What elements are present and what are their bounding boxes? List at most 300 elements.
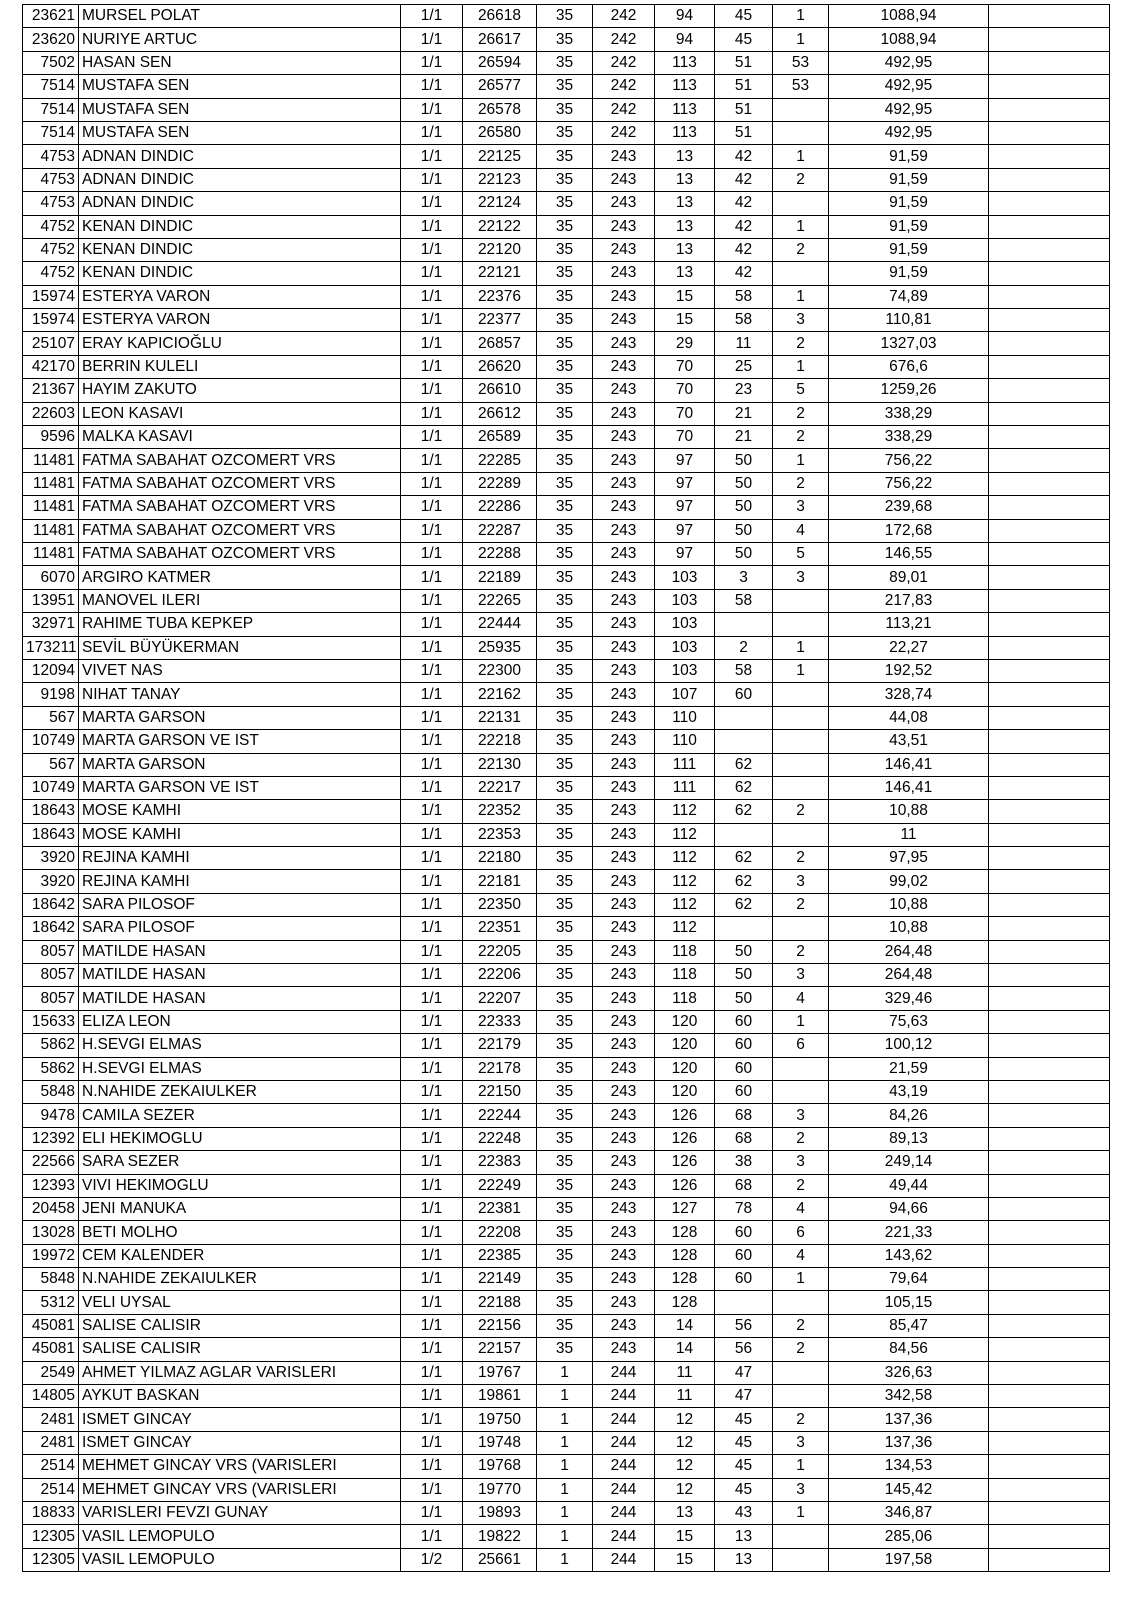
cell-a: 35 bbox=[537, 1268, 593, 1291]
cell-margin bbox=[989, 192, 1110, 215]
cell-c: 13 bbox=[655, 1502, 715, 1525]
cell-b: 243 bbox=[593, 893, 655, 916]
cell-amount: 110,81 bbox=[829, 309, 989, 332]
cell-c: 128 bbox=[655, 1221, 715, 1244]
cell-d: 60 bbox=[715, 1244, 773, 1267]
cell-b: 243 bbox=[593, 1338, 655, 1361]
cell-a: 1 bbox=[537, 1431, 593, 1454]
cell-a: 35 bbox=[537, 776, 593, 799]
cell-doc: 22205 bbox=[463, 940, 537, 963]
cell-e: 1 bbox=[773, 1010, 829, 1033]
cell-name: HASAN SEN bbox=[79, 51, 401, 74]
cell-b: 243 bbox=[593, 192, 655, 215]
cell-d: 58 bbox=[715, 309, 773, 332]
cell-d: 47 bbox=[715, 1361, 773, 1384]
table-row bbox=[23, 332, 1110, 355]
cell-doc: 22287 bbox=[463, 519, 537, 542]
cell-b: 243 bbox=[593, 706, 655, 729]
table-row bbox=[23, 262, 1110, 285]
cell-ratio: 1/1 bbox=[401, 496, 463, 519]
cell-doc: 22179 bbox=[463, 1034, 537, 1057]
cell-code: 4752 bbox=[23, 238, 79, 261]
cell-d: 50 bbox=[715, 542, 773, 565]
cell-c: 15 bbox=[655, 309, 715, 332]
cell-b: 243 bbox=[593, 1080, 655, 1103]
cell-margin bbox=[989, 636, 1110, 659]
cell-name: MURSEL POLAT bbox=[79, 5, 401, 28]
cell-d: 2 bbox=[715, 636, 773, 659]
cell-e: 5 bbox=[773, 379, 829, 402]
cell-ratio: 1/1 bbox=[401, 285, 463, 308]
table-row bbox=[23, 776, 1110, 799]
cell-e: 4 bbox=[773, 1244, 829, 1267]
cell-code: 4753 bbox=[23, 145, 79, 168]
cell-code: 22603 bbox=[23, 402, 79, 425]
cell-margin bbox=[989, 519, 1110, 542]
table-row bbox=[23, 1314, 1110, 1337]
cell-margin bbox=[989, 355, 1110, 378]
cell-margin bbox=[989, 262, 1110, 285]
table-row bbox=[23, 1338, 1110, 1361]
cell-b: 242 bbox=[593, 51, 655, 74]
cell-code: 14805 bbox=[23, 1385, 79, 1408]
cell-name: MEHMET GINCAY VRS (VARISLERI bbox=[79, 1455, 401, 1478]
cell-c: 128 bbox=[655, 1291, 715, 1314]
cell-code: 7514 bbox=[23, 98, 79, 121]
cell-code: 45081 bbox=[23, 1338, 79, 1361]
cell-e: 3 bbox=[773, 870, 829, 893]
cell-c: 112 bbox=[655, 917, 715, 940]
cell-b: 243 bbox=[593, 730, 655, 753]
cell-c: 29 bbox=[655, 332, 715, 355]
cell-c: 97 bbox=[655, 472, 715, 495]
cell-d bbox=[715, 730, 773, 753]
cell-ratio: 1/1 bbox=[401, 730, 463, 753]
cell-c: 94 bbox=[655, 28, 715, 51]
cell-d: 42 bbox=[715, 215, 773, 238]
cell-doc: 19770 bbox=[463, 1478, 537, 1501]
cell-c: 112 bbox=[655, 893, 715, 916]
cell-c: 12 bbox=[655, 1431, 715, 1454]
cell-e: 4 bbox=[773, 519, 829, 542]
cell-d: 50 bbox=[715, 964, 773, 987]
cell-name: AYKUT BASKAN bbox=[79, 1385, 401, 1408]
table-row bbox=[23, 1268, 1110, 1291]
cell-margin bbox=[989, 566, 1110, 589]
cell-doc: 22333 bbox=[463, 1010, 537, 1033]
table-row bbox=[23, 145, 1110, 168]
cell-e: 1 bbox=[773, 449, 829, 472]
cell-a: 35 bbox=[537, 870, 593, 893]
cell-e: 1 bbox=[773, 285, 829, 308]
cell-amount: 113,21 bbox=[829, 613, 989, 636]
cell-d bbox=[715, 613, 773, 636]
cell-e: 1 bbox=[773, 1455, 829, 1478]
cell-a: 35 bbox=[537, 355, 593, 378]
cell-c: 97 bbox=[655, 519, 715, 542]
cell-a: 35 bbox=[537, 1151, 593, 1174]
cell-doc: 19767 bbox=[463, 1361, 537, 1384]
cell-e: 53 bbox=[773, 51, 829, 74]
cell-c: 15 bbox=[655, 1525, 715, 1548]
cell-doc: 22265 bbox=[463, 589, 537, 612]
cell-b: 244 bbox=[593, 1361, 655, 1384]
cell-name: MANOVEL ILERI bbox=[79, 589, 401, 612]
cell-name: ELI HEKIMOGLU bbox=[79, 1127, 401, 1150]
cell-b: 243 bbox=[593, 238, 655, 261]
cell-d: 51 bbox=[715, 121, 773, 144]
cell-margin bbox=[989, 238, 1110, 261]
cell-margin bbox=[989, 426, 1110, 449]
cell-doc: 25935 bbox=[463, 636, 537, 659]
table-row bbox=[23, 519, 1110, 542]
cell-ratio: 1/1 bbox=[401, 332, 463, 355]
cell-d: 51 bbox=[715, 98, 773, 121]
cell-amount: 44,08 bbox=[829, 706, 989, 729]
cell-c: 70 bbox=[655, 402, 715, 425]
cell-name: AHMET YILMAZ AGLAR VARISLERI bbox=[79, 1361, 401, 1384]
cell-amount: 99,02 bbox=[829, 870, 989, 893]
cell-e: 4 bbox=[773, 1197, 829, 1220]
cell-c: 126 bbox=[655, 1151, 715, 1174]
cell-code: 8057 bbox=[23, 987, 79, 1010]
table-row bbox=[23, 542, 1110, 565]
cell-a: 35 bbox=[537, 145, 593, 168]
table-row bbox=[23, 1151, 1110, 1174]
cell-margin bbox=[989, 800, 1110, 823]
cell-margin bbox=[989, 1455, 1110, 1478]
cell-amount: 492,95 bbox=[829, 121, 989, 144]
cell-margin bbox=[989, 1104, 1110, 1127]
cell-amount: 79,64 bbox=[829, 1268, 989, 1291]
cell-d: 38 bbox=[715, 1151, 773, 1174]
cell-amount: 89,01 bbox=[829, 566, 989, 589]
table-body bbox=[23, 5, 1110, 1572]
cell-name: VASIL LEMOPULO bbox=[79, 1525, 401, 1548]
cell-ratio: 1/1 bbox=[401, 121, 463, 144]
cell-e bbox=[773, 1525, 829, 1548]
cell-d: 11 bbox=[715, 332, 773, 355]
cell-a: 35 bbox=[537, 1314, 593, 1337]
cell-a: 35 bbox=[537, 659, 593, 682]
cell-amount: 249,14 bbox=[829, 1151, 989, 1174]
table-row bbox=[23, 1174, 1110, 1197]
cell-margin bbox=[989, 215, 1110, 238]
cell-amount: 264,48 bbox=[829, 940, 989, 963]
cell-ratio: 1/1 bbox=[401, 1057, 463, 1080]
cell-ratio: 1/1 bbox=[401, 683, 463, 706]
cell-b: 243 bbox=[593, 917, 655, 940]
cell-name: N.NAHIDE ZEKAIULKER bbox=[79, 1268, 401, 1291]
cell-amount: 328,74 bbox=[829, 683, 989, 706]
cell-d: 43 bbox=[715, 1502, 773, 1525]
records-table bbox=[22, 4, 1110, 1572]
cell-amount: 75,63 bbox=[829, 1010, 989, 1033]
cell-code: 8057 bbox=[23, 940, 79, 963]
table-row bbox=[23, 1010, 1110, 1033]
cell-code: 15974 bbox=[23, 285, 79, 308]
cell-b: 242 bbox=[593, 121, 655, 144]
cell-d: 21 bbox=[715, 426, 773, 449]
cell-d: 62 bbox=[715, 753, 773, 776]
cell-code: 9596 bbox=[23, 426, 79, 449]
cell-code: 12305 bbox=[23, 1548, 79, 1571]
cell-d: 58 bbox=[715, 659, 773, 682]
cell-margin bbox=[989, 1525, 1110, 1548]
cell-b: 243 bbox=[593, 519, 655, 542]
table-row bbox=[23, 1525, 1110, 1548]
cell-margin bbox=[989, 332, 1110, 355]
table-row bbox=[23, 1361, 1110, 1384]
cell-ratio: 1/1 bbox=[401, 1127, 463, 1150]
cell-e bbox=[773, 192, 829, 215]
cell-margin bbox=[989, 1221, 1110, 1244]
cell-code: 5862 bbox=[23, 1057, 79, 1080]
cell-c: 118 bbox=[655, 940, 715, 963]
cell-e: 2 bbox=[773, 1408, 829, 1431]
cell-a: 35 bbox=[537, 1291, 593, 1314]
cell-e: 1 bbox=[773, 1268, 829, 1291]
table-row bbox=[23, 1478, 1110, 1501]
cell-e: 3 bbox=[773, 496, 829, 519]
cell-amount: 85,47 bbox=[829, 1314, 989, 1337]
cell-doc: 22130 bbox=[463, 753, 537, 776]
cell-doc: 22156 bbox=[463, 1314, 537, 1337]
cell-e: 1 bbox=[773, 636, 829, 659]
cell-c: 112 bbox=[655, 870, 715, 893]
cell-code: 9478 bbox=[23, 1104, 79, 1127]
cell-e: 3 bbox=[773, 566, 829, 589]
cell-d: 50 bbox=[715, 987, 773, 1010]
cell-code: 5862 bbox=[23, 1034, 79, 1057]
cell-d: 50 bbox=[715, 496, 773, 519]
cell-margin bbox=[989, 472, 1110, 495]
cell-ratio: 1/1 bbox=[401, 659, 463, 682]
cell-margin bbox=[989, 659, 1110, 682]
cell-c: 13 bbox=[655, 215, 715, 238]
cell-d: 13 bbox=[715, 1525, 773, 1548]
cell-name: MATILDE HASAN bbox=[79, 940, 401, 963]
cell-b: 243 bbox=[593, 309, 655, 332]
cell-margin bbox=[989, 1010, 1110, 1033]
cell-amount: 91,59 bbox=[829, 262, 989, 285]
cell-code: 23621 bbox=[23, 5, 79, 28]
cell-ratio: 1/1 bbox=[401, 542, 463, 565]
cell-margin bbox=[989, 51, 1110, 74]
cell-doc: 22125 bbox=[463, 145, 537, 168]
cell-doc: 26620 bbox=[463, 355, 537, 378]
cell-ratio: 1/1 bbox=[401, 1034, 463, 1057]
cell-a: 35 bbox=[537, 1174, 593, 1197]
cell-margin bbox=[989, 613, 1110, 636]
cell-a: 1 bbox=[537, 1502, 593, 1525]
cell-b: 243 bbox=[593, 1314, 655, 1337]
cell-code: 25107 bbox=[23, 332, 79, 355]
table-row bbox=[23, 1408, 1110, 1431]
cell-b: 243 bbox=[593, 776, 655, 799]
cell-doc: 22288 bbox=[463, 542, 537, 565]
cell-d: 42 bbox=[715, 145, 773, 168]
cell-d: 45 bbox=[715, 1408, 773, 1431]
cell-b: 243 bbox=[593, 145, 655, 168]
cell-d: 68 bbox=[715, 1174, 773, 1197]
cell-name: KENAN DINDIC bbox=[79, 262, 401, 285]
cell-e: 4 bbox=[773, 987, 829, 1010]
cell-e bbox=[773, 613, 829, 636]
cell-code: 4752 bbox=[23, 262, 79, 285]
cell-b: 242 bbox=[593, 5, 655, 28]
cell-a: 35 bbox=[537, 519, 593, 542]
cell-d: 42 bbox=[715, 192, 773, 215]
cell-ratio: 1/1 bbox=[401, 589, 463, 612]
cell-e: 1 bbox=[773, 28, 829, 51]
cell-name: VASIL LEMOPULO bbox=[79, 1548, 401, 1571]
cell-code: 11481 bbox=[23, 542, 79, 565]
cell-a: 1 bbox=[537, 1525, 593, 1548]
cell-doc: 22217 bbox=[463, 776, 537, 799]
cell-code: 18642 bbox=[23, 917, 79, 940]
cell-code: 173211 bbox=[23, 636, 79, 659]
cell-ratio: 1/1 bbox=[401, 1314, 463, 1337]
cell-e bbox=[773, 683, 829, 706]
cell-name: FATMA SABAHAT OZCOMERT VRS bbox=[79, 542, 401, 565]
table-row bbox=[23, 309, 1110, 332]
table-row bbox=[23, 659, 1110, 682]
cell-doc: 22300 bbox=[463, 659, 537, 682]
cell-c: 15 bbox=[655, 1548, 715, 1571]
table-row bbox=[23, 636, 1110, 659]
cell-margin bbox=[989, 964, 1110, 987]
table-row bbox=[23, 1080, 1110, 1103]
cell-d: 62 bbox=[715, 870, 773, 893]
cell-ratio: 1/1 bbox=[401, 426, 463, 449]
cell-a: 35 bbox=[537, 262, 593, 285]
cell-amount: 43,19 bbox=[829, 1080, 989, 1103]
cell-code: 23620 bbox=[23, 28, 79, 51]
cell-ratio: 1/1 bbox=[401, 776, 463, 799]
cell-margin bbox=[989, 847, 1110, 870]
cell-ratio: 1/1 bbox=[401, 5, 463, 28]
cell-code: 567 bbox=[23, 706, 79, 729]
cell-d: 78 bbox=[715, 1197, 773, 1220]
cell-code: 11481 bbox=[23, 519, 79, 542]
cell-margin bbox=[989, 776, 1110, 799]
cell-code: 567 bbox=[23, 753, 79, 776]
cell-code: 9198 bbox=[23, 683, 79, 706]
cell-e: 2 bbox=[773, 168, 829, 191]
cell-c: 126 bbox=[655, 1174, 715, 1197]
cell-a: 35 bbox=[537, 402, 593, 425]
cell-d: 3 bbox=[715, 566, 773, 589]
cell-name: VARISLERI FEVZI GUNAY bbox=[79, 1502, 401, 1525]
table-row bbox=[23, 426, 1110, 449]
table-row bbox=[23, 753, 1110, 776]
cell-e: 2 bbox=[773, 800, 829, 823]
cell-a: 35 bbox=[537, 589, 593, 612]
cell-a: 35 bbox=[537, 613, 593, 636]
cell-code: 2549 bbox=[23, 1361, 79, 1384]
cell-ratio: 1/2 bbox=[401, 1548, 463, 1571]
cell-margin bbox=[989, 121, 1110, 144]
cell-code: 22566 bbox=[23, 1151, 79, 1174]
cell-c: 70 bbox=[655, 355, 715, 378]
cell-e: 2 bbox=[773, 1174, 829, 1197]
cell-e bbox=[773, 121, 829, 144]
cell-amount: 197,58 bbox=[829, 1548, 989, 1571]
cell-code: 12393 bbox=[23, 1174, 79, 1197]
cell-ratio: 1/1 bbox=[401, 1244, 463, 1267]
cell-b: 244 bbox=[593, 1431, 655, 1454]
cell-b: 244 bbox=[593, 1408, 655, 1431]
cell-a: 35 bbox=[537, 987, 593, 1010]
cell-c: 120 bbox=[655, 1010, 715, 1033]
cell-b: 243 bbox=[593, 753, 655, 776]
cell-code: 18833 bbox=[23, 1502, 79, 1525]
cell-name: CAMILA SEZER bbox=[79, 1104, 401, 1127]
cell-d: 56 bbox=[715, 1338, 773, 1361]
cell-amount: 91,59 bbox=[829, 238, 989, 261]
cell-e: 2 bbox=[773, 332, 829, 355]
cell-amount: 97,95 bbox=[829, 847, 989, 870]
cell-d: 23 bbox=[715, 379, 773, 402]
cell-amount: 346,87 bbox=[829, 1502, 989, 1525]
cell-d: 13 bbox=[715, 1548, 773, 1571]
cell-d: 60 bbox=[715, 1057, 773, 1080]
cell-code: 2514 bbox=[23, 1478, 79, 1501]
cell-margin bbox=[989, 1502, 1110, 1525]
cell-a: 35 bbox=[537, 309, 593, 332]
cell-ratio: 1/1 bbox=[401, 51, 463, 74]
table-row bbox=[23, 987, 1110, 1010]
table-row bbox=[23, 964, 1110, 987]
cell-code: 20458 bbox=[23, 1197, 79, 1220]
cell-name: NURIYE ARTUC bbox=[79, 28, 401, 51]
cell-doc: 22124 bbox=[463, 192, 537, 215]
cell-name: LEON KASAVI bbox=[79, 402, 401, 425]
cell-doc: 22381 bbox=[463, 1197, 537, 1220]
cell-a: 35 bbox=[537, 472, 593, 495]
cell-name: KENAN DINDIC bbox=[79, 238, 401, 261]
cell-amount: 1259,26 bbox=[829, 379, 989, 402]
cell-d: 47 bbox=[715, 1385, 773, 1408]
cell-c: 126 bbox=[655, 1127, 715, 1150]
cell-code: 7514 bbox=[23, 75, 79, 98]
cell-b: 243 bbox=[593, 496, 655, 519]
cell-doc: 26580 bbox=[463, 121, 537, 144]
cell-a: 35 bbox=[537, 1338, 593, 1361]
cell-c: 12 bbox=[655, 1478, 715, 1501]
cell-margin bbox=[989, 1431, 1110, 1454]
cell-ratio: 1/1 bbox=[401, 823, 463, 846]
cell-d: 25 bbox=[715, 355, 773, 378]
cell-name: SARA PILOSOF bbox=[79, 917, 401, 940]
cell-code: 3920 bbox=[23, 847, 79, 870]
cell-margin bbox=[989, 1174, 1110, 1197]
cell-c: 103 bbox=[655, 636, 715, 659]
cell-margin bbox=[989, 987, 1110, 1010]
cell-d: 60 bbox=[715, 1034, 773, 1057]
table-row bbox=[23, 355, 1110, 378]
cell-d: 45 bbox=[715, 28, 773, 51]
cell-code: 4753 bbox=[23, 192, 79, 215]
cell-ratio: 1/1 bbox=[401, 449, 463, 472]
cell-ratio: 1/1 bbox=[401, 1455, 463, 1478]
cell-e: 3 bbox=[773, 1431, 829, 1454]
cell-doc: 19893 bbox=[463, 1502, 537, 1525]
cell-ratio: 1/1 bbox=[401, 75, 463, 98]
cell-ratio: 1/1 bbox=[401, 1104, 463, 1127]
cell-a: 35 bbox=[537, 1080, 593, 1103]
